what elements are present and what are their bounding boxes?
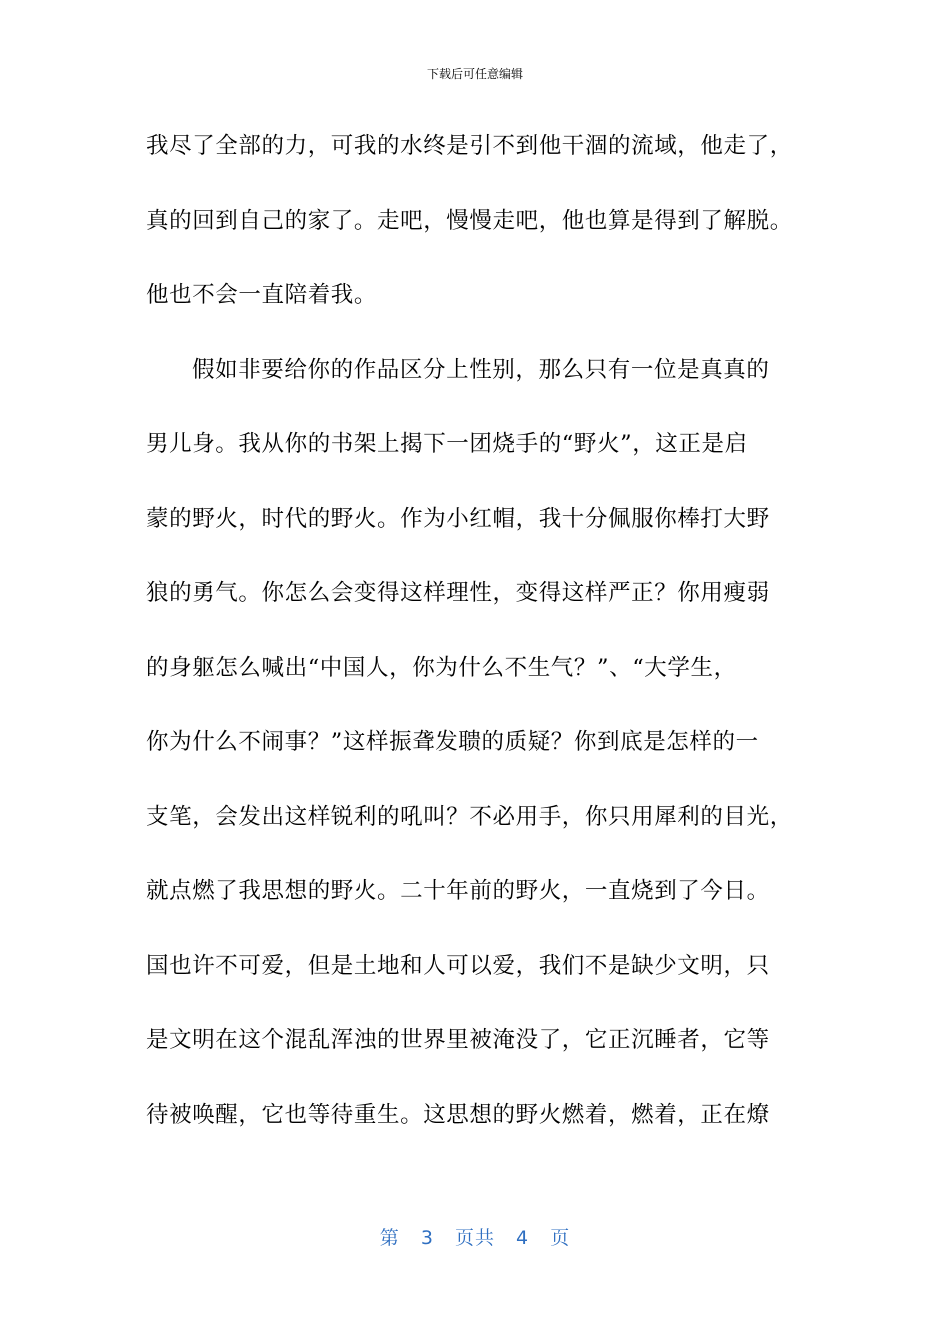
header-text: 下载后可任意编辑 — [426, 67, 523, 81]
footer-middle: 页共 — [454, 1227, 495, 1249]
text-line: 蒙的野火，时代的野火。作为小红帽，我十分佩服你棒打大野 — [146, 505, 770, 532]
text-line: 国也许不可爱，但是土地和人可以爱，我们不是缺少文明，只 — [146, 952, 770, 979]
text-line: 男儿身。我从你的书架上揭下一团烧手的“野火”，这正是启 — [146, 431, 748, 457]
document-body — [146, 125, 816, 1168]
text-line: 待被唤醒，它也等待重生。这思想的野火燃着，燃着，正在燎 — [146, 1101, 770, 1128]
text-line: 真的回到自己的家了。走吧，慢慢走吧，他也算是得到了解脱。 — [146, 207, 793, 234]
text-line: 的身躯怎么喊出“中国人，你为什么不生气？”、“大学生， — [146, 654, 737, 681]
text-line: 支笔，会发出这样锐利的吼叫？不必用手，你只用犀利的目光， — [146, 803, 793, 830]
footer-prefix: 第 — [379, 1227, 400, 1249]
text-line: 就点燃了我思想的野火。二十年前的野火，一直烧到了今日。 — [146, 878, 770, 904]
current-page-number: 3 — [420, 1227, 434, 1249]
text-line: 你为什么不闹事？”这样振聋发聩的质疑？你到底是怎样的一 — [146, 729, 759, 755]
page-footer — [0, 1225, 950, 1251]
footer-suffix: 页 — [550, 1227, 571, 1249]
text-line: 他也不会一直陪着我。 — [146, 282, 378, 308]
text-line: 狼的勇气。你怎么会变得这样理性，变得这样严正？你用瘦弱 — [146, 580, 770, 606]
page-header — [0, 66, 950, 82]
text-line: 是文明在这个混乱浑浊的世界里被淹没了，它正沉睡者，它等 — [146, 1027, 770, 1053]
total-page-number: 4 — [516, 1227, 530, 1249]
paragraph-start-line: 假如非要给你的作品区分上性别，那么只有一位是真真的 — [192, 356, 770, 383]
text-line: 我尽了全部的力，可我的水终是引不到他干涸的流域，他走了， — [146, 133, 793, 159]
